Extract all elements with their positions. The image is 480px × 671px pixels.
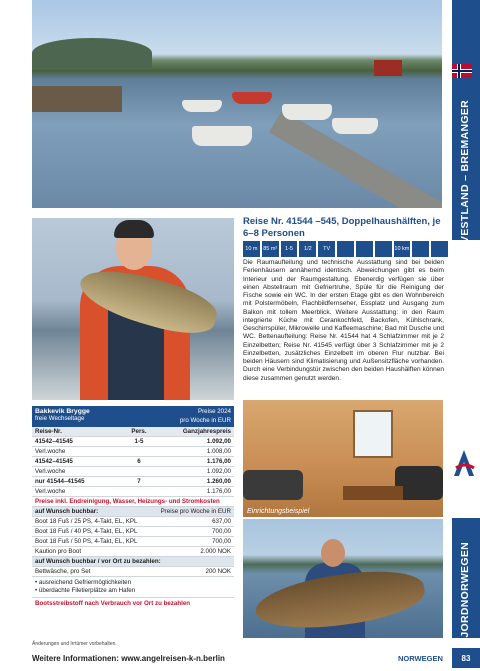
col-reise: Reise-Nr.: [35, 428, 62, 435]
table-row: [32, 437, 234, 447]
offer-description: Die Raumaufteilung und technische Ausstattung sind bei beiden Ferienhäusern annähernd identisch. Abweichungen gibt es beim Interieur und der Raumgestaltung. Ebenerdig verfügen sie über einen Abstellraum mit Gefriertruhe, Spüle für die Reinigung der Fische sowie ein WC. In der ersten Etage gibt es den Wohnbereich mit Polstermöbeln, Flachbildfernseher, Essplatz und Ausgang zum Balkon mit tollem Meerblick. Weitere Ausstattung: in den Raum integrierte Küche mit Cerankochfeld, Backofen, Kühlschrank, Geschirrspüler, Mikrowelle und Kaffeemaschine; Bad mit Dusche und WC. Bettenaufteilung: Reise Nr. 41544 hat 4 Schlafzimmer mit je 2 Einzelbetten; Reise Nr. 41545 verfügt über 3 Schlafzimmer mit je 2 Einzelbetten, zusätzliches Einzelbett im oberen Flur nutzbar. Bei beiden Häusern sind Klimatisierung und Außensitzfläche vorhanden. Durch eine Verbindungstür zwischen den beiden Haushälften können diese zusammen genutzt werden.: [243, 259, 444, 382]
bookable-header: auf Wunsch buchbar: Preise pro Woche in EUR: [32, 507, 234, 517]
onsite-header: auf Wunsch buchbar / vor Ort zu bezahlen:: [32, 557, 234, 567]
footer-country: NORWEGEN: [398, 654, 443, 663]
boat-price: 2.000 NOK: [200, 548, 231, 555]
row-pers: 1-5: [134, 438, 144, 445]
row-price: 1.092,00: [206, 468, 231, 475]
offer-title: Reise Nr. 41544 –545, Doppelhaushälften, je 6–8 Personen: [243, 216, 441, 239]
boat-price: 700,00: [212, 538, 231, 545]
price-table: [32, 406, 234, 608]
table-row: [32, 517, 234, 527]
distance-icon: 10 km: [394, 241, 411, 257]
fish-clean-icon: [412, 241, 429, 257]
bath-icon: 1/2: [299, 241, 316, 257]
bedding-row: Bettwäsche, pro Set 200 NOK: [32, 567, 234, 577]
row-label: 41542–41545: [35, 458, 73, 465]
harbor-photo: [32, 0, 442, 208]
region-band: [452, 0, 480, 244]
table-row: [32, 547, 234, 557]
price-subtitle: pro Woche in EUR: [179, 417, 231, 424]
row-price: 1.176,00: [206, 458, 231, 465]
row-pers: 7: [137, 478, 141, 485]
country-label: FJORDNORWEGEN: [459, 542, 471, 645]
bed-icon: 1-5: [281, 241, 298, 257]
table-row: [32, 467, 234, 477]
flag-de-icon: [337, 241, 354, 257]
table-header: [32, 406, 234, 427]
table-row: [32, 527, 234, 537]
country-band: [452, 518, 480, 645]
house-name: Bakkevik Brygge: [35, 408, 90, 415]
row-price: 1.008,00: [206, 448, 231, 455]
inclusive-note: Preise inkl. Endreinigung, Wasser, Heizungs- und Stromkosten: [32, 497, 234, 507]
footer-url[interactable]: Weitere Informationen: www.angelreisen-k-n.berlin: [32, 654, 225, 663]
row-label: Verl.woche: [35, 448, 66, 455]
boat-rows: [32, 517, 234, 557]
interior-photo: [243, 400, 443, 517]
pets-icon: [431, 241, 448, 257]
house-subtitle: freie Wechseltage: [35, 415, 85, 422]
row-label: nur 41544–41545: [35, 478, 85, 485]
col-pers: Pers.: [131, 428, 147, 435]
table-row: [32, 447, 234, 457]
wifi-icon: [375, 241, 392, 257]
distance-sea-icon: 10 m: [243, 241, 260, 257]
tv-icon: TV: [318, 241, 335, 257]
extras-list: [32, 577, 234, 598]
washing-icon: [356, 241, 373, 257]
boat-label: Boot 18 Fuß / 50 PS, 4-Takt, EL, KPL: [35, 538, 138, 545]
list-item: • ausreichend Gefriermöglichkeiten: [35, 579, 132, 586]
boat-label: Kaution pro Boot: [35, 548, 82, 555]
fuel-note: Bootsstreibstoff nach Verbrauch vor Ort zu bezahlen: [35, 599, 191, 607]
table-row: [32, 457, 234, 467]
row-price: 1.092,00: [206, 438, 231, 445]
list-item: • überdachte Filetierplätze am Hafen: [35, 587, 136, 594]
norway-flag-icon: [452, 64, 472, 78]
table-row: [32, 487, 234, 497]
amenity-icons: [243, 241, 448, 257]
row-label: Verl.woche: [35, 468, 66, 475]
row-label: 41542–41545: [35, 438, 73, 445]
table-column-headers: [32, 427, 234, 437]
page-number: 83: [452, 648, 480, 668]
row-label: Verl.woche: [35, 488, 66, 495]
boat-label: Boot 18 Fuß / 25 PS, 4-Takt, EL, KPL: [35, 518, 138, 525]
col-price: Ganzjahrespreis: [182, 428, 231, 435]
table-row: [32, 537, 234, 547]
photo-caption: Einrichtungsbeispiel: [247, 508, 310, 515]
halibut-photo: [243, 519, 443, 638]
company-logo-icon: [452, 448, 476, 478]
row-price: 1.176,00: [206, 488, 231, 495]
table-row: [32, 477, 234, 487]
row-pers: 6: [137, 458, 141, 465]
footnote: Änderungen und Irrtümer vorbehalten.: [32, 641, 117, 647]
row-price: 1.260,00: [206, 478, 231, 485]
region-label: VESTLAND – BREMANGER: [459, 100, 471, 244]
fisher-photo: [32, 218, 234, 400]
price-title: Preise 2024: [197, 408, 231, 415]
boat-price: 700,00: [212, 528, 231, 535]
boat-price: 637,00: [212, 518, 231, 525]
area-icon: 85 m²: [262, 241, 279, 257]
price-rows: [32, 437, 234, 497]
boat-label: Boot 18 Fuß / 40 PS, 4-Takt, EL, KPL: [35, 528, 138, 535]
